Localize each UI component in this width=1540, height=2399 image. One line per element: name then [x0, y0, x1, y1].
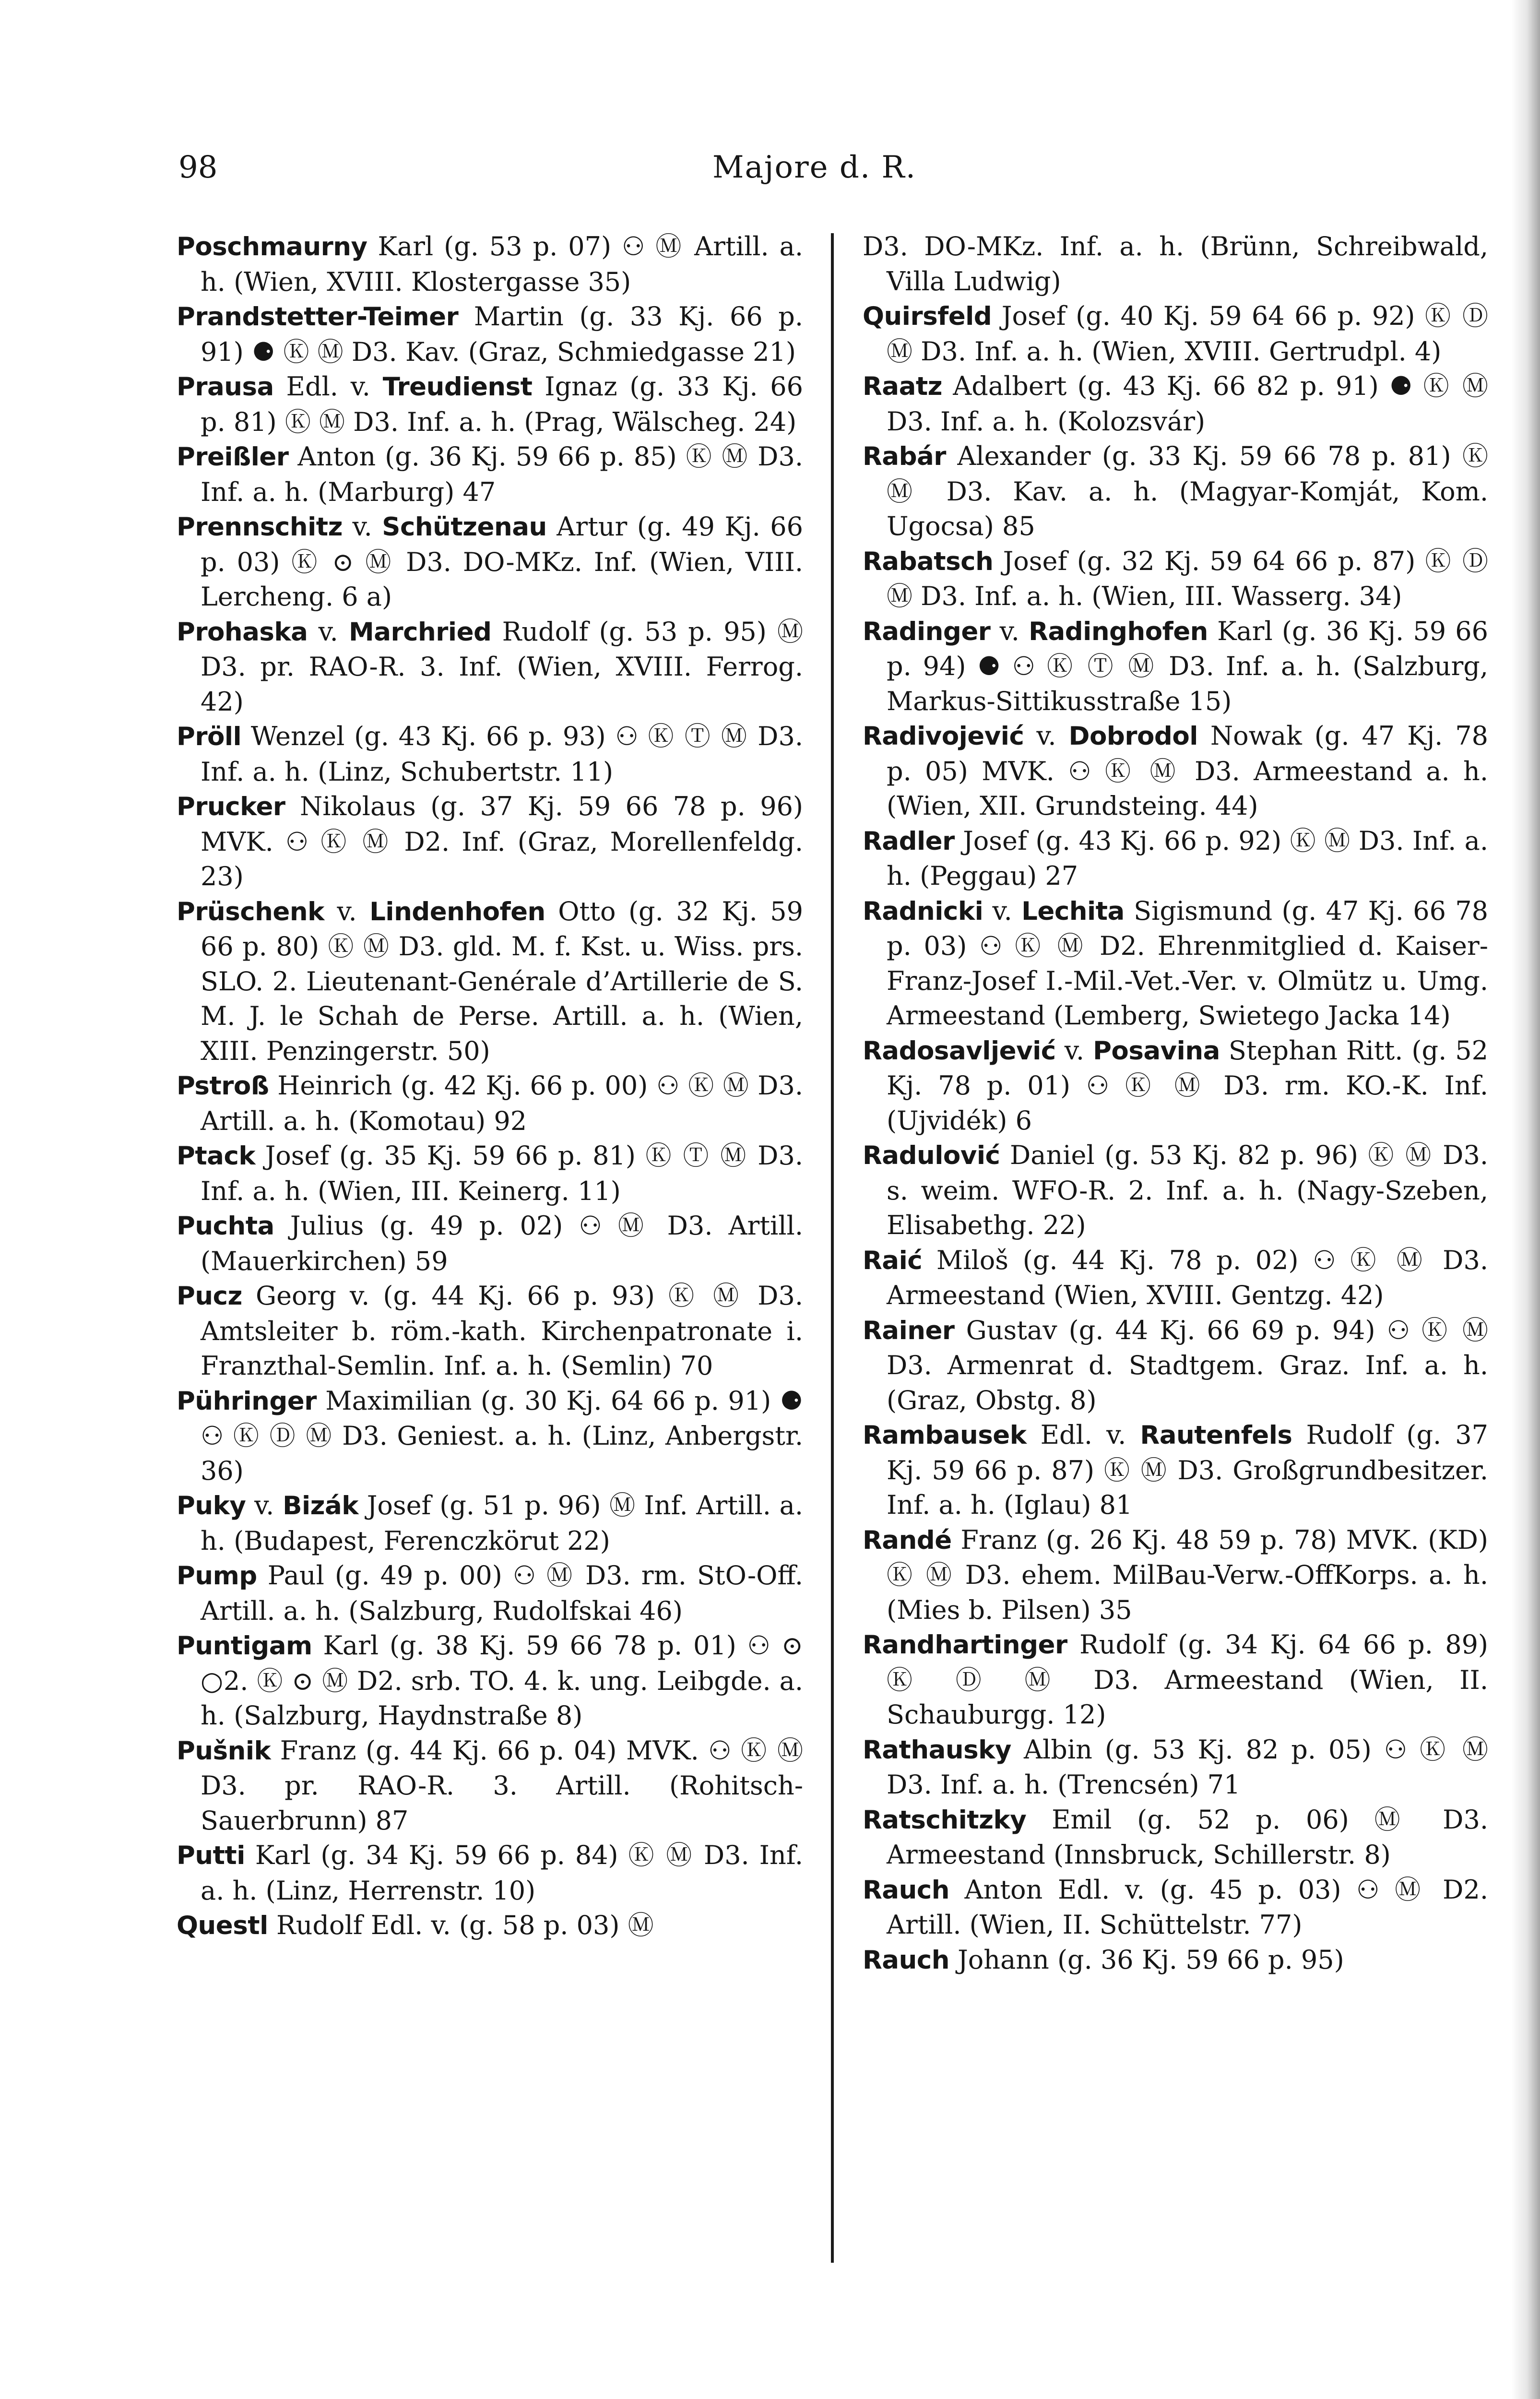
entry-details: Maximilian (g. 30 Kj. 64 66 p. 91) ⚈ ⚇ Ⓚ Ⓓ Ⓜ D3. Geniest. a. h. (Linz, Anbergstr. 36) [201, 1385, 803, 1486]
two-column-text [177, 229, 1501, 2399]
entry-surname: Putti [177, 1841, 245, 1870]
entry-details: v. [342, 511, 382, 542]
directory-entry [177, 894, 803, 1069]
entry-surname: Rabatsch [863, 546, 994, 576]
directory-entry [863, 1243, 1488, 1313]
directory-entry [863, 1873, 1488, 1943]
entry-details: Wenzel (g. 43 Kj. 66 p. 93) ⚇ Ⓚ Ⓣ Ⓜ D3. Inf. a. h. (Linz, Schubertstr. 11) [201, 721, 803, 787]
directory-entry [177, 789, 803, 894]
directory-entry [177, 369, 803, 439]
entry-surname: Randé [863, 1525, 952, 1555]
entry-surname: Pühringer [177, 1386, 317, 1416]
entry-details: v. [246, 1490, 283, 1520]
directory-entry [863, 299, 1488, 369]
running-title: Majore d. R. [712, 150, 917, 185]
entry-surname: Rambausek [863, 1421, 1027, 1450]
entry-details: Miloš (g. 44 Kj. 78 p. 02) ⚇ Ⓚ Ⓜ D3. Armeestand (Wien, XVIII. Gentzg. 42) [887, 1245, 1488, 1310]
entry-details: Martin (g. 33 Kj. 66 p. 91) ⚈ Ⓚ Ⓜ D3. Kav. (Graz, Schmiedgasse 21) [201, 301, 803, 367]
entry-details: D3. DO-MKz. Inf. a. h. (Brünn, Schreibwald, Villa Ludwig) [863, 231, 1488, 297]
entry-details: Daniel (g. 53 Kj. 82 p. 96) Ⓚ Ⓜ D3. s. weim. WFO-R. 2. Inf. a. h. (Nagy-Szeben, Elisabethg. 22) [887, 1140, 1488, 1240]
entry-surname: Preißler [177, 442, 289, 472]
entry-details: Nikolaus (g. 37 Kj. 59 66 78 p. 96) MVK. ⚇ Ⓚ Ⓜ D2. Inf. (Graz, Morellenfeldg. 23) [201, 791, 803, 891]
entry-details: v. [1024, 721, 1069, 751]
entry-details: Sigismund (g. 47 Kj. 66 78 p. 03) ⚇ Ⓚ Ⓜ D2. Ehrenmitglied d. Kaiser-Franz-Josef I.-Mil.-Vet.-Ver. v. Olmütz u. Umg. Armeestand (Lemberg, Swietego Jacka 14) [887, 895, 1488, 1031]
directory-entry [177, 615, 803, 720]
entry-surname: Pucz [177, 1282, 242, 1311]
directory-entry [863, 439, 1488, 544]
entry-surname: Raatz [863, 372, 943, 401]
entry-predicate-name: Bizák [283, 1491, 359, 1520]
page-number: 98 [178, 150, 218, 185]
entry-surname: Prucker [177, 792, 285, 821]
entry-surname: Rauch [863, 1945, 949, 1975]
directory-entry [177, 229, 803, 299]
entry-details: Heinrich (g. 42 Kj. 66 p. 00) ⚇ Ⓚ Ⓜ D3. Artill. a. h. (Komotau) 92 [201, 1070, 803, 1136]
entry-predicate-name: Radinghofen [1029, 617, 1208, 646]
entry-details: Josef (g. 51 p. 96) Ⓜ Inf. Artill. a. h. (Budapest, Ferenczkörut 22) [201, 1490, 803, 1556]
entry-details: v. [983, 895, 1022, 926]
entry-surname: Questl [177, 1911, 268, 1940]
entry-predicate-name: Marchried [348, 617, 492, 647]
directory-entry [177, 299, 803, 369]
directory-entry [177, 719, 803, 789]
entry-surname: Raić [863, 1246, 923, 1275]
entry-details: v. [1055, 1035, 1093, 1066]
entry-surname: Puky [177, 1491, 246, 1520]
entry-predicate-name: Dobrodol [1068, 722, 1198, 751]
directory-entry [177, 1384, 803, 1489]
directory-entry [177, 1069, 803, 1139]
entry-details: Edl. v. [1026, 1420, 1140, 1450]
entry-details: v. [324, 896, 370, 926]
entry-surname: Puntigam [177, 1631, 312, 1661]
directory-entry [177, 1558, 803, 1628]
directory-entry [863, 1627, 1488, 1733]
entry-details: Emil (g. 52 p. 06) Ⓜ D3. Armeestand (Innsbruck, Schillerstr. 8) [887, 1804, 1488, 1870]
entry-surname: Pröll [177, 722, 242, 751]
directory-entry [863, 544, 1488, 614]
directory-entry [863, 1733, 1488, 1803]
entry-surname: Prohaska [177, 617, 308, 647]
entry-predicate-name: Lechita [1021, 896, 1125, 926]
directory-entry [863, 1033, 1488, 1139]
entry-surname: Radivojević [863, 722, 1024, 751]
entry-surname: Ratschitzky [863, 1805, 1027, 1835]
entry-details: Anton (g. 36 Kj. 59 66 p. 85) Ⓚ Ⓜ D3. Inf. a. h. (Marburg) 47 [201, 441, 803, 507]
directory-entry [863, 1803, 1488, 1873]
entry-predicate-name: Posavina [1093, 1036, 1220, 1066]
entry-details: Albin (g. 53 Kj. 82 p. 05) ⚇ Ⓚ Ⓜ D3. Inf. a. h. (Trencsén) 71 [887, 1734, 1488, 1800]
entry-details: Stephan Ritt. (g. 52 Kj. 78 p. 01) ⚇ Ⓚ Ⓜ D3. rm. KO.-K. Inf. (Ujvidék) 6 [887, 1035, 1488, 1136]
directory-entry [177, 1209, 803, 1279]
entry-details: Johann (g. 36 Kj. 59 66 p. 95) [949, 1944, 1344, 1975]
right-column [855, 229, 1488, 2399]
entry-details: Georg v. (g. 44 Kj. 66 p. 93) Ⓚ Ⓜ D3. Amtsleiter b. röm.-kath. Kirchenpatronate i. Franzthal-Semlin. Inf. a. h. (Semlin) 70 [201, 1281, 803, 1381]
page-header [0, 150, 1540, 202]
entry-details: Franz (g. 44 Kj. 66 p. 04) MVK. ⚇ Ⓚ Ⓜ D3. pr. RAO-R. 3. Artill. (Rohitsch-Sauerbrunn) 87 [201, 1735, 803, 1836]
directory-entry [863, 1943, 1488, 1978]
directory-entry [863, 1138, 1488, 1243]
entry-details: Adalbert (g. 43 Kj. 66 82 p. 91) ⚈ Ⓚ Ⓜ D3. Inf. a. h. (Kolozsvár) [887, 371, 1488, 437]
directory-entry [863, 1313, 1488, 1418]
entry-surname: Prandstetter-Teimer [177, 302, 459, 332]
entry-details: Gustav (g. 44 Kj. 66 69 p. 94) ⚇ Ⓚ Ⓜ D3. Armenrat d. Stadtgem. Graz. Inf. a. h. (Graz, Obstg. 8) [887, 1315, 1488, 1415]
entry-details: Alexander (g. 33 Kj. 59 66 78 p. 81) Ⓚ Ⓜ D3. Kav. a. h. (Magyar-Komját, Kom. Ugocsa) 85 [887, 441, 1488, 541]
entry-surname: Puchta [177, 1211, 274, 1241]
entry-details: Rudolf (g. 53 p. 95) Ⓜ D3. pr. RAO-R. 3. Inf. (Wien, XVIII. Ferrog. 42) [201, 616, 803, 717]
entry-surname: Randhartinger [863, 1630, 1067, 1660]
entry-surname: Rabár [863, 442, 946, 471]
column-divider [831, 233, 834, 2263]
directory-entry [863, 1523, 1488, 1628]
directory-entry [177, 1139, 803, 1209]
entry-surname: Radulović [863, 1141, 1000, 1170]
entry-details: Paul (g. 49 p. 00) ⚇ Ⓜ D3. rm. StO-Off. Artill. a. h. (Salzburg, Rudolfskai 46) [201, 1560, 803, 1626]
directory-entry [177, 1628, 803, 1734]
entry-surname: Ptack [177, 1141, 256, 1171]
entry-details: Rudolf (g. 37 Kj. 59 66 p. 87) Ⓚ Ⓜ D3. Großgrundbesitzer. Inf. a. h. (Iglau) 81 [887, 1420, 1488, 1520]
entry-surname: Rauch [863, 1875, 949, 1905]
entry-details: v. [990, 616, 1029, 646]
entry-surname: Prausa [177, 372, 274, 402]
directory-entry [177, 1279, 803, 1384]
entry-details: Ignaz (g. 33 Kj. 66 p. 81) Ⓚ Ⓜ D3. Inf. a. h. (Prag, Wälscheg. 24) [201, 371, 803, 437]
directory-entry [863, 369, 1488, 439]
entry-surname: Pump [177, 1561, 257, 1591]
entry-details: Rudolf (g. 34 Kj. 64 66 p. 89) Ⓚ Ⓓ Ⓜ D3. Armeestand (Wien, II. Schauburgg. 12) [887, 1629, 1488, 1730]
entry-details: Karl (g. 53 p. 07) ⚇ Ⓜ Artill. a. h. (Wien, XVIII. Klostergasse 35) [201, 231, 803, 297]
entry-predicate-name: Lindenhofen [369, 897, 545, 926]
entry-details: Josef (g. 35 Kj. 59 66 p. 81) Ⓚ Ⓣ Ⓜ D3. Inf. a. h. (Wien, III. Keinerg. 11) [201, 1140, 803, 1206]
entry-surname: Prennschitz [177, 512, 343, 542]
entry-surname: Radnicki [863, 896, 983, 926]
entry-surname: Pstroß [177, 1071, 269, 1101]
entry-details: Karl (g. 36 Kj. 59 66 p. 94) ⚈ ⚇ Ⓚ Ⓣ Ⓜ D3. Inf. a. h. (Salzburg, Markus-Sittikusstraße 15) [887, 616, 1488, 716]
entry-details: Karl (g. 38 Kj. 59 66 78 p. 01) ⚇ ⊙ ○2. Ⓚ ⊙ Ⓜ D2. srb. TO. 4. k. ung. Leibgde. a. h. (Salzburg, Haydnstraße 8) [201, 1630, 803, 1731]
entry-details: Rudolf Edl. v. (g. 58 p. 03) Ⓜ [268, 1910, 654, 1940]
entry-details: Josef (g. 32 Kj. 59 64 66 p. 87) Ⓚ Ⓓ Ⓜ D3. Inf. a. h. (Wien, III. Wasserg. 34) [887, 546, 1488, 611]
entry-predicate-name: Rautenfels [1140, 1421, 1292, 1450]
entry-details: Karl (g. 34 Kj. 59 66 p. 84) Ⓚ Ⓜ D3. Inf. a. h. (Linz, Herrenstr. 10) [201, 1840, 803, 1906]
directory-entry [177, 1734, 803, 1839]
directory-entry [177, 1488, 803, 1558]
left-column [177, 229, 810, 2399]
entry-details: Artur (g. 49 Kj. 66 p. 03) Ⓚ ⊙ Ⓜ D3. DO-MKz. Inf. (Wien, VIII. Lercheng. 6 a) [201, 511, 803, 612]
directory-entry [863, 614, 1488, 719]
directory-entry [863, 824, 1488, 894]
entry-details: Edl. v. [273, 371, 383, 402]
directory-entry [863, 1418, 1488, 1523]
directory-entry [177, 439, 803, 510]
entry-predicate-name: Schützenau [382, 512, 547, 542]
entry-surname: Poschmaurny [177, 232, 367, 261]
directory-entry [863, 719, 1488, 824]
entry-details: Nowak (g. 47 Kj. 78 p. 05) MVK. ⚇ Ⓚ Ⓜ D3. Armeestand a. h. (Wien, XII. Grundsteing. 44) [887, 721, 1488, 821]
entry-surname: Radosavljević [863, 1036, 1056, 1066]
directory-entry [863, 894, 1488, 1033]
entry-surname: Rathausky [863, 1735, 1011, 1765]
entry-surname: Radinger [863, 617, 991, 646]
entry-surname: Rainer [863, 1316, 955, 1345]
entry-details: Franz (g. 26 Kj. 48 59 p. 78) MVK. (KD) Ⓚ Ⓜ D3. ehem. MilBau-Verw.-OffKorps. a. h. (Mies b. Pilsen) 35 [887, 1524, 1488, 1625]
entry-details: Josef (g. 43 Kj. 66 p. 92) Ⓚ Ⓜ D3. Inf. a. h. (Peggau) 27 [887, 825, 1488, 891]
directory-entry [177, 1908, 803, 1944]
entry-predicate-name: Treudienst [382, 372, 533, 402]
entry-details: Julius (g. 49 p. 02) ⚇ Ⓜ D3. Artill. (Mauerkirchen) 59 [201, 1211, 803, 1276]
entry-details: Anton Edl. v. (g. 45 p. 03) ⚇ Ⓜ D2. Artill. (Wien, II. Schüttelstr. 77) [887, 1874, 1488, 1940]
entry-details: Otto (g. 32 Kj. 59 66 p. 80) Ⓚ Ⓜ D3. gld. M. f. Kst. u. Wiss. prs. SLO. 2. Lieutenant-Genérale d’Artillerie de S. M. J. le Schah de Perse. Artill. a. h. (Wien, XIII. Penzingerstr. 50) [201, 896, 803, 1066]
directory-entry [177, 1838, 803, 1908]
directory-entry [177, 510, 803, 615]
entry-surname: Radler [863, 826, 955, 856]
entry-surname: Prüschenk [177, 897, 324, 926]
entry-surname: Quirsfeld [863, 302, 992, 331]
entry-details: v. [308, 616, 349, 647]
entry-surname: Pušnik [177, 1736, 271, 1766]
directory-entry [863, 229, 1488, 299]
page-edge-shadow [1511, 0, 1540, 2399]
entry-details: Josef (g. 40 Kj. 59 64 66 p. 92) Ⓚ Ⓓ Ⓜ D3. Inf. a. h. (Wien, XVIII. Gertrudpl. 4) [887, 301, 1488, 367]
